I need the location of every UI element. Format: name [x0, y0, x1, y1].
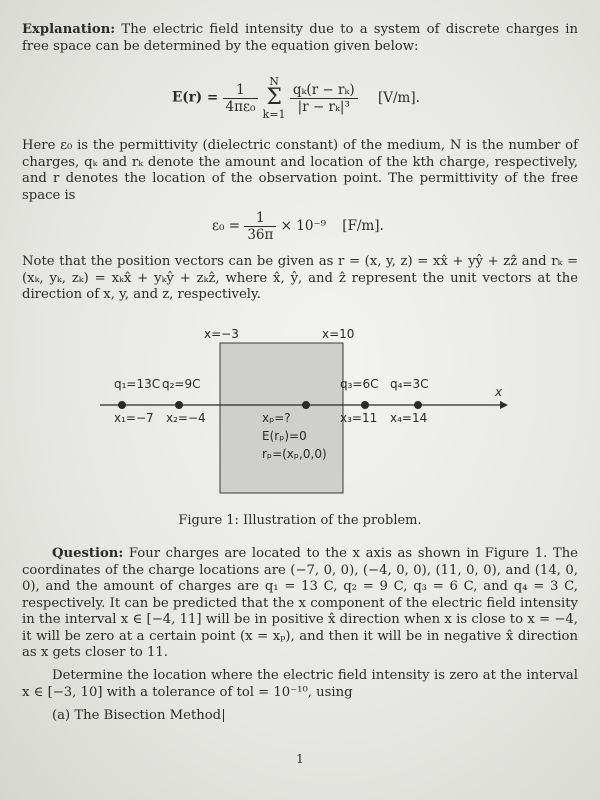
- item-a: (a) The Bisection Method: [52, 708, 222, 723]
- figure-caption: Figure 1: Illustration of the problem.: [178, 513, 422, 528]
- permittivity-fraction: [244, 210, 276, 243]
- permittivity-lhs: ε₀ =: [212, 218, 241, 234]
- field-equation-lhs: E(r) =: [172, 89, 219, 106]
- explanation-text: The electric field intensity due to a system of discrete charges in free space can be determined by the equation given below:: [22, 22, 578, 54]
- charge-3-location: x₃=11: [340, 411, 378, 425]
- charge-4-dot: [414, 401, 422, 409]
- task-paragraph: Determine the location where the electric field intensity is zero at the interval x ∈ [−3, 10] with a tolerance of tol = 10⁻¹⁰, using: [22, 668, 578, 700]
- term-numerator: qₖ(r − rₖ): [290, 82, 358, 99]
- charge-3-amount: q₃=6C: [340, 377, 379, 391]
- point-location-label: xₚ=?: [262, 411, 291, 425]
- summation-symbol: Σ: [266, 85, 282, 110]
- point-field-label: E(rₚ)=0: [262, 429, 307, 443]
- summation: [263, 76, 286, 120]
- coefficient-fraction: [223, 82, 259, 115]
- question-paragraph: [22, 546, 578, 662]
- charge-1-location: x₁=−7: [114, 411, 154, 425]
- charge-4-amount: q₄=3C: [390, 377, 429, 391]
- field-equation: [172, 76, 420, 120]
- explanation-paragraph: [22, 22, 578, 55]
- permittivity-numerator: 1: [244, 210, 276, 227]
- question-heading: Question:: [52, 546, 124, 561]
- observation-point-dot: [302, 401, 310, 409]
- charge-2-amount: q₂=9C: [162, 377, 201, 391]
- permittivity-denominator: 36π: [247, 227, 274, 243]
- summation-lower: k=1: [262, 108, 286, 121]
- charge-3-dot: [361, 401, 369, 409]
- explanation-heading: Explanation:: [22, 22, 116, 37]
- position-vectors-paragraph: Note that the position vectors can be given as r = (x, y, z) = xx̂ + yŷ + zẑ and rₖ = (xₖ, yₖ, zₖ) = xₖx̂ + yₖŷ + zₖẑ, where x̂, ŷ, and ẑ represent the unit vectors at the direction of x, y, and z, respectively.: [22, 254, 578, 302]
- point-vector-label: rₚ=(xₚ,0,0): [262, 447, 327, 461]
- x-axis-arrowhead: [500, 401, 508, 409]
- term-denominator: |r − rₖ|³: [297, 98, 350, 115]
- left-bound-label: x=−3: [204, 327, 239, 341]
- charge-2-location: x₂=−4: [166, 411, 206, 425]
- charge-1-amount: q₁=13C: [114, 377, 161, 391]
- coefficient-denominator: 4πε₀: [225, 98, 256, 115]
- question-text: Four charges are located to the x axis as shown in Figure 1. The coordinates of the charge locations are (−7, 0, 0), (−4, 0, 0), (11, 0, 0), and (14, 0, 0), and the amount of charges are q₁ = 13 C, q₂ = 9 C, q₃ = 6 C, and q₄ = 3 C, respectively. It can be predicted that the x component of the electric field intensity in the interval x ∈ [−4, 11] will be in positive x̂ direction when x is close to x = −4, it will be zero at a certain point (x = xₚ), and then it will be in negative x̂ direction as x gets closer to 11.: [22, 546, 578, 660]
- axis-label: x: [495, 385, 503, 399]
- charge-figure: [100, 325, 510, 495]
- page-number: 1: [296, 752, 304, 766]
- text-cursor: [223, 709, 224, 722]
- right-bound-label: x=10: [322, 327, 355, 341]
- figure-graphic: [100, 325, 510, 495]
- coefficient-numerator: 1: [223, 82, 259, 99]
- permittivity-unit: [F/m].: [342, 218, 384, 234]
- term-fraction: [290, 82, 358, 115]
- field-unit: [V/m].: [377, 89, 420, 106]
- charge-2-dot: [175, 401, 183, 409]
- charge-4-location: x₄=14: [390, 411, 428, 425]
- permittivity-equation: [212, 210, 384, 243]
- charge-1-dot: [118, 401, 126, 409]
- definitions-paragraph: Here ε₀ is the permittivity (dielectric constant) of the medium, N is the number of charges, qₖ and rₖ denote the amount and location of the kth charge, respectively, and r denotes the location of the observation point. The permittivity of the free space is: [22, 138, 578, 203]
- permittivity-rhs: × 10⁻⁹: [280, 218, 326, 234]
- item-a-line: [52, 708, 572, 725]
- summation-upper: N: [269, 75, 279, 88]
